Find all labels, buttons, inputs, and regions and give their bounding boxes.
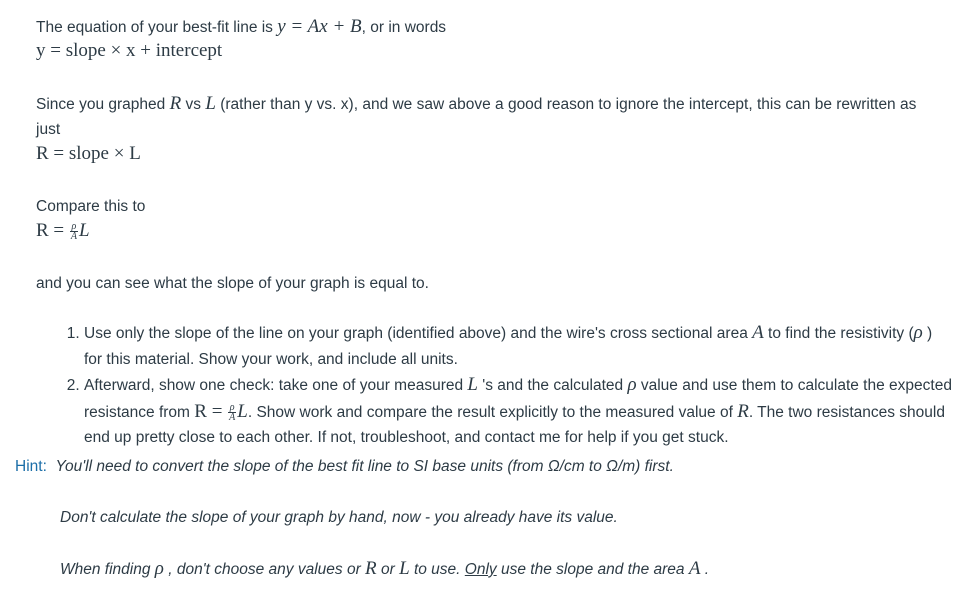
hint3-text-a: When finding	[60, 561, 155, 578]
var-l: L	[399, 558, 410, 579]
item1-text-b: to find the resistivity (	[763, 325, 914, 342]
slope-equation-text: R = slope × L	[36, 143, 141, 164]
frac-numerator: ρ	[229, 401, 235, 413]
hint-text-1: You'll need to convert the slope of the best fit line to SI base units (from Ω/cm to Ω/m) first.	[55, 458, 674, 475]
formula-left: R =	[36, 220, 69, 241]
item2-text-b: 's and the calculated	[477, 377, 628, 394]
hint-line-2: Don't calculate the slope of your graph by hand, now - you already have its value.	[60, 509, 618, 526]
hint3-text-f: .	[700, 561, 710, 578]
best-fit-intro	[36, 14, 941, 40]
item1-text-c: ) for this material. Show your work, and include all units.	[84, 325, 933, 368]
only-emphasis: Only	[464, 561, 497, 578]
slope-equation	[36, 141, 141, 167]
var-rho: ρ	[154, 558, 164, 579]
rewrite-text-2: (rather than y vs. x), and we saw above a good reason to ignore the intercept, this can be rewritten as just	[36, 96, 917, 138]
resistance-formula	[36, 218, 90, 244]
frac-denominator: A	[229, 411, 236, 423]
hint3-text-d: to use.	[409, 561, 465, 578]
formula-left: R =	[194, 400, 228, 422]
slope-intercept-text: y = slope × x + intercept	[36, 40, 223, 61]
best-fit-equation: y = Ax + B	[277, 16, 362, 37]
var-a: A	[752, 322, 764, 343]
hint-label: Hint:	[15, 458, 47, 475]
list-item	[84, 372, 954, 451]
var-r: R	[737, 400, 749, 422]
slope-meaning-paragraph: and you can see what the slope of your graph is equal to.	[36, 275, 429, 292]
var-l: L	[205, 93, 216, 114]
rho-over-a-fraction	[228, 403, 236, 422]
frac-denominator: A	[70, 231, 77, 243]
hint-line-1	[15, 454, 674, 479]
var-rho: ρ	[913, 322, 923, 343]
var-a: A	[688, 558, 701, 579]
var-l: L	[467, 374, 478, 395]
formula-right: L	[237, 400, 248, 422]
hint3-text-e: use the slope and the area	[496, 561, 689, 578]
var-r: R	[169, 93, 182, 114]
instructions-list	[56, 320, 954, 451]
item1-text-a: Use only the slope of the line on your graph (identified above) and the wire's cross sectional area	[84, 325, 753, 342]
compare-paragraph: Compare this to	[36, 198, 146, 215]
item2-text-e: . The two resistances should end up pretty close to each other. If not, troubleshoot, and contact me for help if you get stuck.	[84, 403, 945, 446]
slope-intercept-equation	[36, 38, 222, 64]
item2-text-a: Afterward, show one check: take one of your measured	[84, 377, 468, 394]
item2-text-c: value and use them to calculate the expected resistance from	[84, 377, 952, 421]
hint3-text-b: , don't choose any values or	[163, 561, 366, 578]
frac-numerator: ρ	[71, 221, 77, 233]
best-fit-intro-suffix: , or in words	[361, 19, 447, 36]
best-fit-intro-text: The equation of your best-fit line is	[36, 19, 278, 36]
rewrite-text-1: Since you graphed	[36, 96, 170, 113]
var-r: R	[365, 558, 377, 579]
rewrite-paragraph	[36, 91, 941, 142]
var-rho: ρ	[627, 374, 637, 395]
item2-text-d: . Show work and compare the result explicitly to the measured value of	[247, 403, 738, 421]
formula-right: L	[79, 220, 90, 241]
hint-line-3	[60, 556, 709, 582]
list-item	[84, 320, 954, 372]
rho-over-a-fraction	[70, 222, 78, 241]
hint3-text-c: or	[376, 561, 400, 578]
rewrite-text-vs: vs	[181, 96, 206, 113]
